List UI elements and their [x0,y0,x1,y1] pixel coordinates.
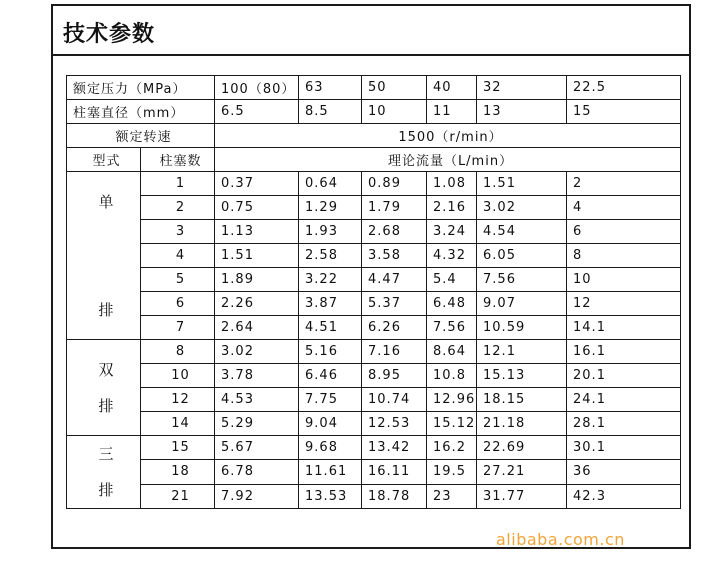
flow-value-cell: 1.13 [215,220,299,244]
flow-value-cell: 11.61 [299,460,362,484]
flow-value-cell: 3.78 [215,364,299,388]
plunger-count-header: 柱塞数 [141,148,215,172]
spec-table [66,75,681,509]
flow-value-cell: 3.02 [215,340,299,364]
flow-value-cell: 3.02 [477,196,567,220]
flow-row [67,316,681,340]
flow-value-cell: 5.37 [362,292,427,316]
flow-value-cell: 2.16 [427,196,477,220]
flow-value-cell: 13.42 [362,436,427,460]
plunger-count-cell: 5 [141,268,215,292]
flow-value-cell: 12.96 [427,388,477,412]
watermark: alibaba.com.cn [496,530,625,549]
flow-value-cell: 1.51 [215,244,299,268]
flow-value-cell: 30.1 [567,436,681,460]
flow-row [67,196,681,220]
flow-row [67,436,681,460]
flow-value-cell: 21.18 [477,412,567,436]
flow-value-cell: 4.47 [362,268,427,292]
flow-value-cell: 0.37 [215,172,299,196]
pressure-label: 额定压力（MPa） [67,76,215,100]
flow-value-cell: 42.3 [567,484,681,508]
flow-value-cell: 7.56 [477,268,567,292]
flow-value-cell: 7.92 [215,484,299,508]
flow-row [67,364,681,388]
flow-value-cell: 28.1 [567,412,681,436]
flow-value-cell: 3.22 [299,268,362,292]
plunger-count-cell: 2 [141,196,215,220]
flow-value-cell: 7.16 [362,340,427,364]
flow-value-cell: 23 [427,484,477,508]
diameter-cell: 8.5 [299,100,362,124]
flow-value-cell: 16.11 [362,460,427,484]
diameter-cell: 13 [477,100,567,124]
flow-value-cell: 3.24 [427,220,477,244]
pressure-cell: 32 [477,76,567,100]
pressure-cell: 22.5 [567,76,681,100]
flow-value-cell: 31.77 [477,484,567,508]
plunger-count-cell: 18 [141,460,215,484]
flow-value-cell: 13.53 [299,484,362,508]
plunger-count-cell: 7 [141,316,215,340]
flow-row [67,484,681,508]
diameter-cell: 15 [567,100,681,124]
flow-value-cell: 2 [567,172,681,196]
flow-value-cell: 5.29 [215,412,299,436]
flow-row [67,268,681,292]
plunger-count-cell: 21 [141,484,215,508]
flow-value-cell: 20.1 [567,364,681,388]
flow-value-cell: 6.46 [299,364,362,388]
plunger-count-cell: 15 [141,436,215,460]
title-divider [51,54,691,56]
pressure-cell: 100（80） [215,76,299,100]
column-header-row [67,148,681,172]
flow-value-cell: 8 [567,244,681,268]
flow-value-cell: 27.21 [477,460,567,484]
flow-value-cell: 16.2 [427,436,477,460]
flow-value-cell: 15.13 [477,364,567,388]
plunger-count-cell: 3 [141,220,215,244]
flow-value-cell: 1.93 [299,220,362,244]
flow-value-cell: 3.87 [299,292,362,316]
flow-value-cell: 1.51 [477,172,567,196]
flow-value-cell: 12.53 [362,412,427,436]
diameter-cell: 6.5 [215,100,299,124]
flow-value-cell: 1.29 [299,196,362,220]
flow-value-cell: 1.08 [427,172,477,196]
flow-row [67,460,681,484]
flow-value-cell: 4.32 [427,244,477,268]
flow-value-cell: 2.68 [362,220,427,244]
type-group-label: 单 排 [67,172,141,340]
plunger-count-cell: 12 [141,388,215,412]
flow-row [67,244,681,268]
flow-value-cell: 8.64 [427,340,477,364]
flow-value-cell: 5.67 [215,436,299,460]
flow-value-cell: 10 [567,268,681,292]
flow-value-cell: 6.78 [215,460,299,484]
flow-value-cell: 36 [567,460,681,484]
flow-value-cell: 4.51 [299,316,362,340]
plunger-count-cell: 8 [141,340,215,364]
plunger-count-cell: 10 [141,364,215,388]
flow-value-cell: 7.75 [299,388,362,412]
flow-value-cell: 6.26 [362,316,427,340]
page-title: 技术参数 [63,22,156,47]
flow-value-cell: 8.95 [362,364,427,388]
flow-row [67,220,681,244]
plunger-count-cell: 1 [141,172,215,196]
plunger-count-cell: 6 [141,292,215,316]
flow-value-cell: 2.58 [299,244,362,268]
flow-value-cell: 0.75 [215,196,299,220]
flow-value-cell: 10.74 [362,388,427,412]
flow-value-cell: 5.16 [299,340,362,364]
flow-value-cell: 10.59 [477,316,567,340]
pressure-cell: 40 [427,76,477,100]
pressure-row [67,76,681,100]
pressure-cell: 63 [299,76,362,100]
flow-value-cell: 2.64 [215,316,299,340]
type-header: 型式 [67,148,141,172]
flow-value-cell: 9.04 [299,412,362,436]
flow-value-cell: 18.15 [477,388,567,412]
flow-value-cell: 12.1 [477,340,567,364]
plunger-count-cell: 4 [141,244,215,268]
diameter-row [67,100,681,124]
diameter-cell: 10 [362,100,427,124]
flow-value-cell: 15.12 [427,412,477,436]
flow-value-cell: 7.56 [427,316,477,340]
flow-value-cell: 0.64 [299,172,362,196]
flow-value-cell: 18.78 [362,484,427,508]
flow-row [67,292,681,316]
flow-value-cell: 22.69 [477,436,567,460]
flow-value-cell: 2.26 [215,292,299,316]
plunger-count-cell: 14 [141,412,215,436]
type-group-label: 三 排 [67,436,141,509]
flow-row [67,340,681,364]
flow-value-cell: 6.48 [427,292,477,316]
diameter-cell: 11 [427,100,477,124]
flow-value-cell: 14.1 [567,316,681,340]
flow-row [67,412,681,436]
diameter-label: 柱塞直径（mm） [67,100,215,124]
flow-row [67,172,681,196]
flow-value-cell: 4.54 [477,220,567,244]
speed-row [67,124,681,148]
flow-header: 理论流量（L/min） [215,148,681,172]
flow-row [67,388,681,412]
flow-value-cell: 12 [567,292,681,316]
speed-value: 1500（r/min） [215,124,681,148]
speed-label: 额定转速 [67,124,215,148]
flow-value-cell: 9.68 [299,436,362,460]
flow-value-cell: 6 [567,220,681,244]
flow-value-cell: 19.5 [427,460,477,484]
flow-value-cell: 10.8 [427,364,477,388]
flow-value-cell: 1.89 [215,268,299,292]
pressure-cell: 50 [362,76,427,100]
flow-value-cell: 3.58 [362,244,427,268]
flow-value-cell: 24.1 [567,388,681,412]
flow-value-cell: 0.89 [362,172,427,196]
flow-value-cell: 1.79 [362,196,427,220]
flow-value-cell: 5.4 [427,268,477,292]
flow-value-cell: 4 [567,196,681,220]
flow-value-cell: 16.1 [567,340,681,364]
type-group-label: 双 排 [67,340,141,436]
flow-value-cell: 9.07 [477,292,567,316]
flow-value-cell: 4.53 [215,388,299,412]
flow-value-cell: 6.05 [477,244,567,268]
